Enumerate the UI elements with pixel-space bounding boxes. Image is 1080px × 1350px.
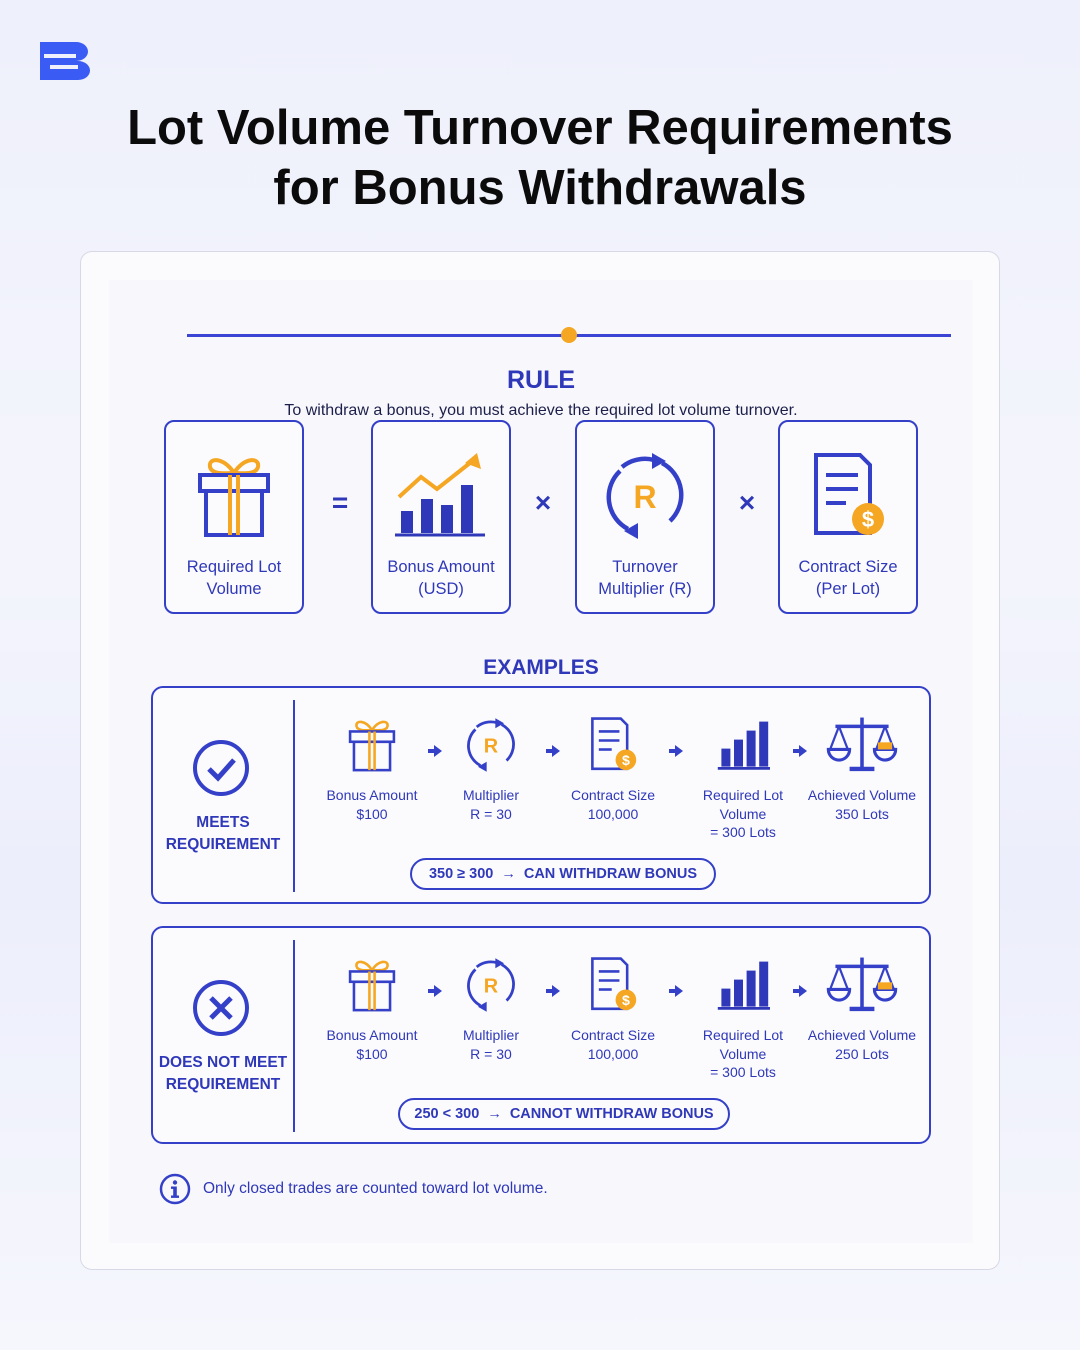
step-value: = 300 Lots bbox=[710, 824, 776, 840]
document-coin-icon bbox=[808, 451, 888, 541]
result-outcome: CAN WITHDRAW BONUS bbox=[523, 866, 698, 882]
x-circle-icon bbox=[191, 978, 251, 1038]
example-divider bbox=[293, 700, 295, 892]
step-value: = 300 Lots bbox=[710, 1064, 776, 1080]
page-title-line-2: for Bonus Withdrawals bbox=[273, 161, 807, 215]
rule-subtitle: To withdraw a bonus, you must achieve the required lot volume turnover. bbox=[284, 402, 798, 419]
rule-box-label: Required Lot Volume bbox=[186, 558, 282, 598]
result-arrow: → bbox=[487, 1106, 502, 1122]
check-circle-icon bbox=[191, 738, 251, 798]
rule-box-required-lot-volume bbox=[164, 420, 304, 614]
bar-chart-icon bbox=[716, 718, 770, 772]
info-icon bbox=[159, 1173, 191, 1205]
page-title bbox=[0, 98, 1080, 218]
step-label: Contract Size bbox=[570, 787, 656, 803]
scale-icon bbox=[826, 714, 898, 776]
step-label: Multiplier bbox=[462, 787, 519, 803]
infographic-panel bbox=[109, 280, 973, 1243]
equals-operator: = bbox=[331, 487, 349, 518]
step-required-lot-volume bbox=[688, 954, 798, 1082]
rule-box-label: Contract Size (Per Lot) bbox=[798, 558, 898, 598]
step-value: R = 30 bbox=[470, 805, 512, 822]
examples-heading: EXAMPLES bbox=[483, 656, 599, 679]
example-divider bbox=[293, 940, 295, 1132]
cycle-r-icon bbox=[463, 717, 519, 773]
step-multiplier bbox=[436, 954, 546, 1063]
step-value: R = 30 bbox=[470, 1045, 512, 1062]
result-comparison: 250 < 300 bbox=[414, 1106, 480, 1122]
bar-chart-icon bbox=[393, 451, 489, 541]
result-outcome: CANNOT WITHDRAW BONUS bbox=[509, 1106, 714, 1122]
page-title-line-1: Lot Volume Turnover Requirements bbox=[127, 101, 953, 155]
cycle-r-icon bbox=[600, 451, 690, 541]
step-value: 100,000 bbox=[587, 1045, 639, 1062]
step-value: $100 bbox=[356, 1045, 388, 1062]
gift-icon bbox=[346, 956, 398, 1014]
step-label: Required Lot Volume bbox=[702, 1027, 784, 1062]
result-pill bbox=[410, 858, 716, 890]
step-label: Multiplier bbox=[462, 1027, 519, 1043]
step-value: $100 bbox=[356, 805, 388, 822]
status-label: MEETS REQUIREMENT bbox=[165, 814, 281, 853]
arrow-right-icon bbox=[669, 984, 683, 998]
step-achieved-volume bbox=[807, 954, 917, 1063]
step-label: Contract Size bbox=[570, 1027, 656, 1043]
step-value: 250 Lots bbox=[835, 1045, 889, 1062]
rule-box-label: Bonus Amount (USD) bbox=[387, 558, 495, 598]
gift-icon bbox=[194, 451, 274, 541]
step-contract-size bbox=[558, 714, 668, 823]
rule-box-turnover-multiplier bbox=[575, 420, 715, 614]
rule-box-contract-size bbox=[778, 420, 918, 614]
result-comparison: 350 ≥ 300 bbox=[428, 866, 494, 882]
document-coin-icon bbox=[587, 956, 639, 1014]
step-multiplier bbox=[436, 714, 546, 823]
result-pill bbox=[398, 1098, 730, 1130]
rule-box-bonus-amount bbox=[371, 420, 511, 614]
result-arrow: → bbox=[501, 866, 516, 882]
example-does-not-meet-requirement bbox=[151, 926, 931, 1144]
gift-icon bbox=[346, 716, 398, 774]
arrow-right-icon bbox=[793, 984, 807, 998]
arrow-right-icon bbox=[793, 744, 807, 758]
multiply-operator: × bbox=[534, 487, 552, 518]
step-bonus-amount bbox=[317, 714, 427, 823]
step-bonus-amount bbox=[317, 954, 427, 1063]
status-label: DOES NOT MEET REQUIREMENT bbox=[158, 1054, 288, 1093]
step-required-lot-volume bbox=[688, 714, 798, 842]
step-label: Bonus Amount bbox=[326, 787, 418, 803]
infographic-card bbox=[80, 251, 1000, 1270]
step-value: 100,000 bbox=[587, 805, 639, 822]
example-meets-requirement bbox=[151, 686, 931, 904]
cycle-r-icon bbox=[463, 957, 519, 1013]
multiply-operator: × bbox=[738, 487, 756, 518]
scale-icon bbox=[826, 954, 898, 1016]
step-label: Achieved Volume bbox=[807, 1027, 917, 1043]
step-value: 350 Lots bbox=[835, 805, 889, 822]
rule-box-label: Turnover Multiplier (R) bbox=[598, 558, 692, 598]
footnote-text: Only closed trades are counted toward lot volume. bbox=[203, 1180, 548, 1197]
rule-heading: RULE bbox=[506, 366, 576, 394]
step-label: Required Lot Volume bbox=[702, 787, 784, 822]
document-coin-icon bbox=[587, 716, 639, 774]
step-achieved-volume bbox=[807, 714, 917, 823]
top-divider-dot bbox=[561, 327, 577, 343]
brand-logo-icon bbox=[40, 42, 90, 80]
footnote bbox=[159, 1172, 548, 1206]
step-contract-size bbox=[558, 954, 668, 1063]
bar-chart-icon bbox=[716, 958, 770, 1012]
step-label: Achieved Volume bbox=[807, 787, 917, 803]
arrow-right-icon bbox=[669, 744, 683, 758]
step-label: Bonus Amount bbox=[326, 1027, 418, 1043]
